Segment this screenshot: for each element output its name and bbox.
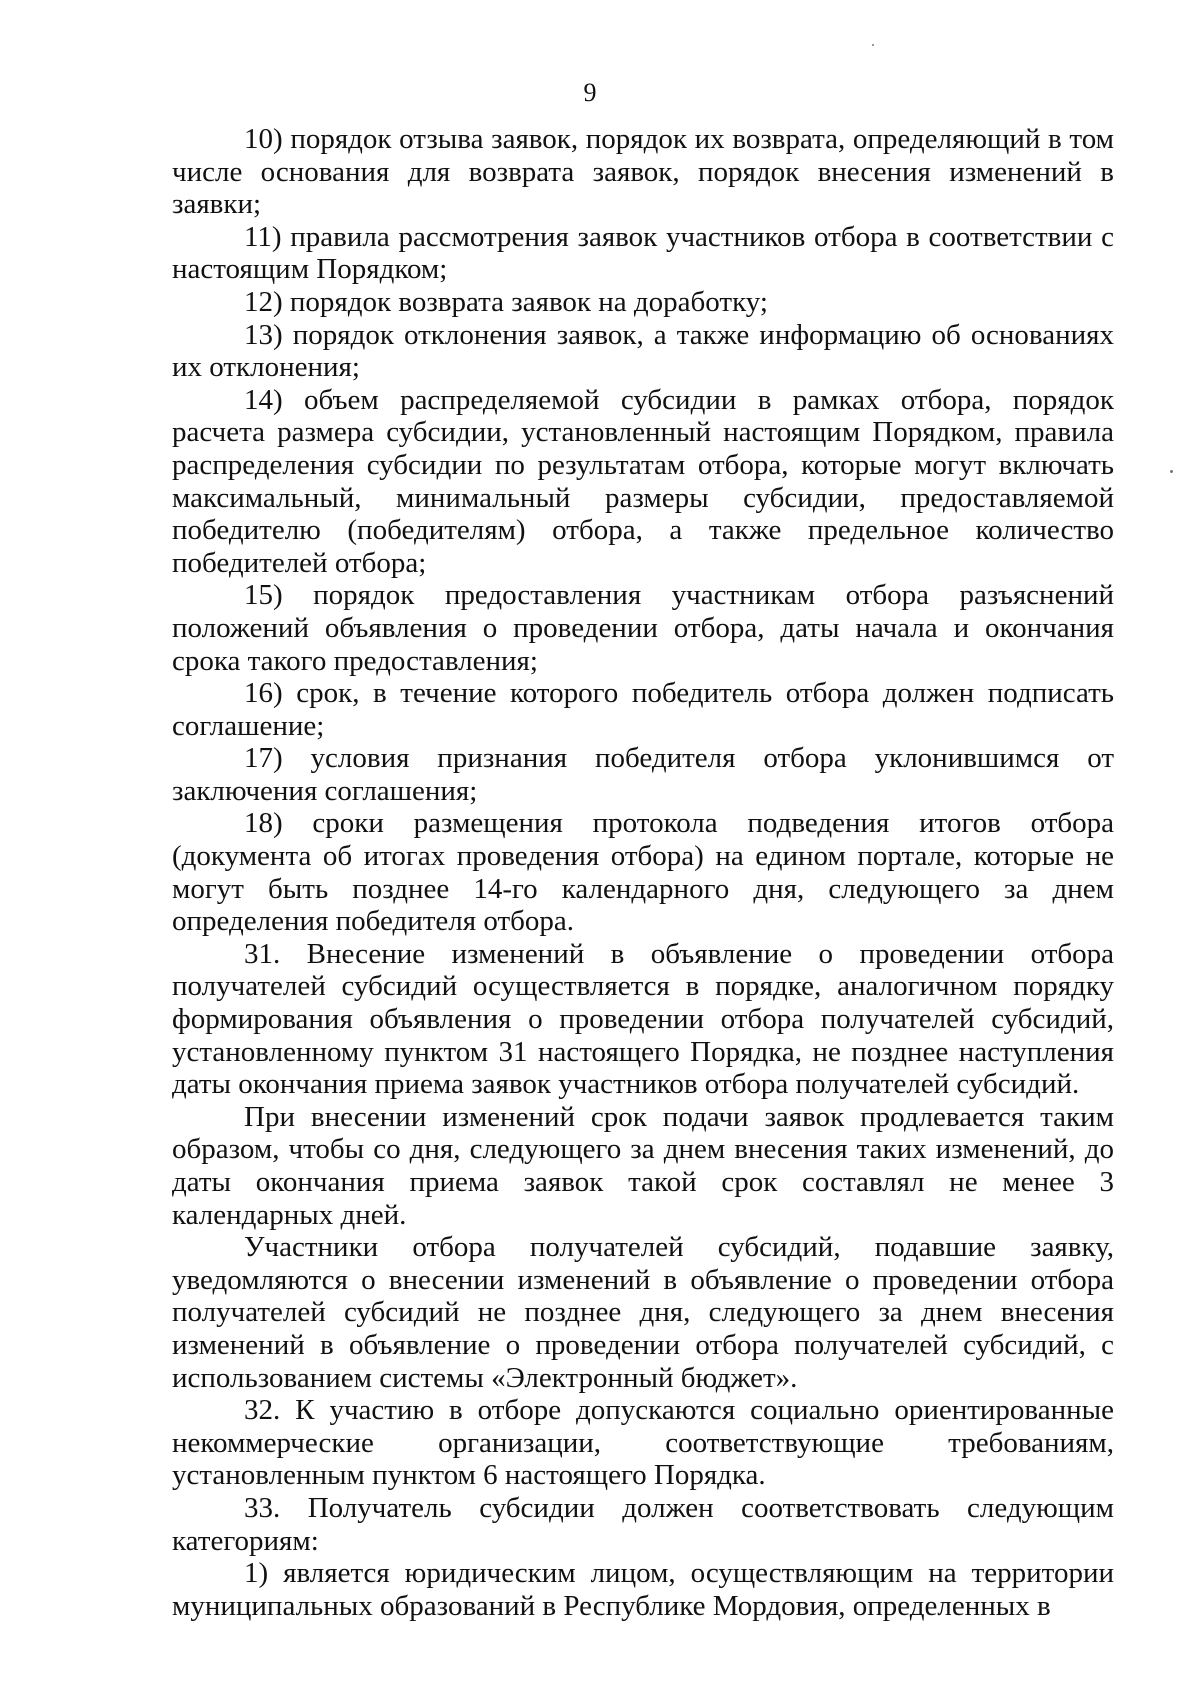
paragraph: 16) срок, в течение которого победитель отбора должен подписать соглашение;	[172, 677, 1114, 742]
scan-speck	[1170, 470, 1173, 473]
paragraph: 18) сроки размещения протокола подведения итогов отбора (документа об итогах проведения отбора) на едином портале, которые не могут быть позднее 14-го календарного дня, следующего за днем определения победителя отбора.	[172, 807, 1114, 938]
paragraph: 12) порядок возврата заявок на доработку;	[244, 285, 768, 318]
paragraph: Участники отбора получателей субсидий, подавшие заявку, уведомляются о внесении изменений в объявление о проведении отбора получателей субсидий не позднее дня, следующего за днем внесения изменений в объявление о проведении отбора получателей субсидий, с использованием системы «Электронный бюджет».	[172, 1231, 1114, 1394]
paragraph: 13) порядок отклонения заявок, а также информацию об основаниях их отклонения;	[172, 318, 1114, 384]
paragraph: При внесении изменений срок подачи заявок продлевается таким образом, чтобы со дня, следующего за днем внесения таких изменений, до даты окончания приема заявок такой срок составлял не менее 3 календарных дней.	[172, 1100, 1114, 1231]
paragraph: 31. Внесение изменений в объявление о проведении отбора получателей субсидий осуществляется в порядке, аналогичном порядку формирования объявления о проведении отбора получателей субсидий, установленному пунктом 31 настоящего Порядка, не позднее наступления даты окончания приема заявок участников отбора получателей субсидий.	[172, 937, 1114, 1101]
paragraph: 10) порядок отзыва заявок, порядок их возврата, определяющий в том числе основания для возврата заявок, порядок внесения изменений в заявки;	[172, 123, 1114, 221]
paragraph: 11) правила рассмотрения заявок участников отбора в соответствии с настоящим Порядком;	[172, 220, 1114, 286]
document-body	[172, 123, 1114, 1622]
paragraph: 32. К участию в отборе допускаются социально ориентированные некоммерческие организации, соответствующие требованиям, установленным пунктом 6 настоящего Порядка.	[172, 1394, 1114, 1492]
scan-speck	[872, 44, 874, 46]
paragraph: 33. Получатель субсидии должен соответствовать следующим категориям:	[172, 1491, 1114, 1557]
paragraph: 15) порядок предоставления участникам отбора разъяснений положений объявления о проведении отбора, даты начала и окончания срока такого предоставления;	[172, 579, 1114, 677]
paragraph: 14) объем распределяемой субсидии в рамках отбора, порядок расчета размера субсидии, установленный настоящим Порядком, правила распределения субсидии по результатам отбора, которые могут включать максимальный, минимальный размеры субсидии, предоставляемой победителю (победителям) отбора, а также предельное количество победителей отбора;	[172, 383, 1114, 579]
paragraph: 1) является юридическим лицом, осуществляющим на территории муниципальных образований в Республике Мордовия, определенных в	[172, 1557, 1114, 1622]
page-number: 9	[583, 78, 597, 107]
paragraph: 17) условия признания победителя отбора уклонившимся от заключения соглашения;	[172, 742, 1114, 807]
